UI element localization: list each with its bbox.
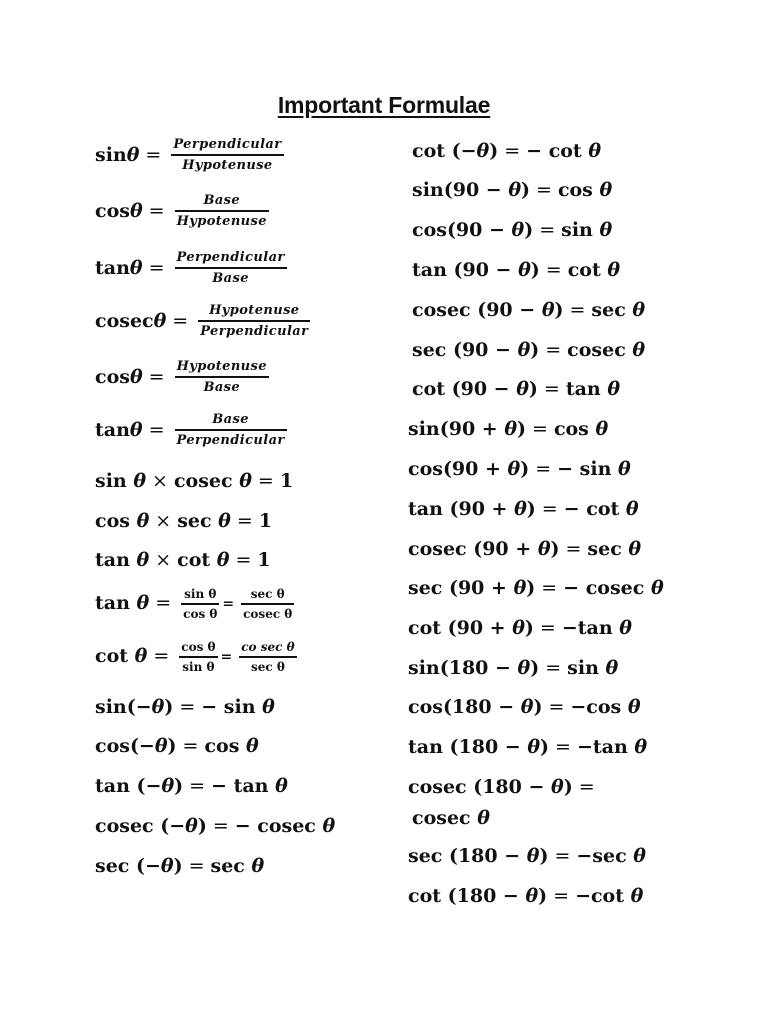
times-sign: × <box>152 470 168 492</box>
fraction <box>241 588 294 620</box>
function-name: cos <box>95 365 130 388</box>
fraction <box>198 304 310 338</box>
theta-symbol: θ <box>520 696 534 718</box>
formula-cosec-180-minus <box>408 778 601 797</box>
expression-left: cos(90 + <box>408 458 501 480</box>
theta-symbol: θ <box>537 538 551 560</box>
formula-tan-cot-product <box>95 551 271 570</box>
theta-symbol: θ <box>599 219 613 241</box>
expression-right: cosec <box>412 807 471 829</box>
paren-close: ) <box>173 855 183 877</box>
fraction <box>179 641 217 673</box>
theta-symbol: θ <box>607 378 621 400</box>
equals-sign: = <box>148 418 165 441</box>
theta-symbol: θ <box>508 179 522 201</box>
expression-right: cot <box>567 259 601 281</box>
equals-sign: = <box>578 776 595 798</box>
theta-symbol: θ <box>632 339 646 361</box>
formula-sec-90-minus <box>412 341 645 360</box>
equals-sign: = <box>148 256 165 279</box>
function-name: cot <box>95 645 129 668</box>
theta-symbol: θ <box>518 259 531 281</box>
expression-right: − cosec <box>563 577 645 599</box>
theta-symbol: θ <box>627 696 641 718</box>
equals-sign: = <box>565 538 582 560</box>
formula-cos-90-plus <box>408 460 631 479</box>
theta-symbol: θ <box>634 736 648 758</box>
equals-sign: = <box>257 470 274 492</box>
theta-symbol: θ <box>526 845 540 867</box>
formula-cosec-negative <box>95 817 335 836</box>
equals-sign: = <box>569 299 586 321</box>
theta-symbol: θ <box>541 299 555 321</box>
theta-symbol: θ <box>154 735 168 757</box>
equals-sign: = <box>155 592 172 615</box>
function-name: sin <box>95 143 127 166</box>
equals-sign: = <box>188 855 205 877</box>
theta-symbol: θ <box>607 259 621 281</box>
formula-tan-negative <box>95 777 288 796</box>
paren-close: ) <box>197 815 207 837</box>
formula-sin-180-minus <box>408 659 618 678</box>
function-name: sec <box>177 510 212 532</box>
fraction <box>171 138 283 172</box>
formula-tan-definition <box>95 251 287 285</box>
theta-symbol: θ <box>239 470 252 492</box>
numerator: Base <box>203 193 241 208</box>
page-title: Important Formulae <box>277 92 491 118</box>
paren-close: ) <box>554 299 564 321</box>
theta-symbol: θ <box>632 299 646 321</box>
equals-sign: = <box>179 696 196 718</box>
theta-symbol: θ <box>512 617 525 639</box>
equals-sign: = <box>543 378 560 400</box>
theta-symbol: θ <box>246 735 259 757</box>
numerator: Perpendicular <box>176 250 285 265</box>
function-name: cosec <box>95 309 154 332</box>
theta-symbol: θ <box>136 510 150 532</box>
function-name: cot <box>177 549 211 571</box>
expression-left: tan (90 + <box>408 498 508 520</box>
formula-cos-sec-product <box>95 512 272 531</box>
paren-close: ) <box>526 577 536 599</box>
theta-symbol: θ <box>129 418 143 441</box>
formula-cos-definition <box>95 194 269 228</box>
numerator: sec θ <box>250 587 285 601</box>
expression-right: −tan <box>576 736 628 758</box>
expression-right: tan <box>565 378 601 400</box>
formula-sec-definition <box>95 360 269 394</box>
paren-close: ) <box>521 179 531 201</box>
equals-sign: = <box>554 845 571 867</box>
expression-right: cos <box>553 418 589 440</box>
denominator: sec θ <box>250 659 285 674</box>
equals-sign: = <box>153 645 170 668</box>
equals-sign: = <box>236 510 253 532</box>
denominator: cosec θ <box>243 606 293 621</box>
theta-symbol: θ <box>619 617 632 639</box>
denominator: Hypotenuse <box>176 214 267 229</box>
expression-right: sin <box>567 657 599 679</box>
numerator: Hypotenuse <box>176 359 267 374</box>
fraction <box>175 194 269 228</box>
expression-right: sec <box>591 299 626 321</box>
denominator: sin θ <box>182 659 215 674</box>
expression-left: sec (180 − <box>408 845 521 867</box>
paren-close: ) <box>174 775 184 797</box>
theta-symbol: θ <box>129 365 143 388</box>
expression-left: cosec (90 + <box>408 538 532 560</box>
theta-symbol: θ <box>216 549 230 571</box>
theta-symbol: θ <box>151 696 165 718</box>
theta-symbol: θ <box>599 179 613 201</box>
expression-right: − sin <box>201 696 256 718</box>
function-name: tan <box>95 256 130 279</box>
paren-close: ) <box>530 259 540 281</box>
expression-left: cot (− <box>412 140 477 162</box>
theta-symbol: θ <box>525 885 539 907</box>
equals-sign: = <box>539 617 556 639</box>
result-value: 1 <box>257 549 271 571</box>
formula-cosec-180-minus-continued <box>412 809 490 828</box>
equals-sign: = <box>555 736 571 758</box>
theta-symbol: θ <box>129 256 143 279</box>
expression-right: sec <box>587 538 622 560</box>
denominator: cos θ <box>183 606 218 621</box>
theta-symbol: θ <box>322 815 336 837</box>
theta-symbol: θ <box>126 143 140 166</box>
theta-symbol: θ <box>476 140 490 162</box>
expression-left: cot (90 + <box>408 617 506 639</box>
expression-right: − tan <box>211 775 269 797</box>
times-sign: × <box>155 510 172 532</box>
fraction <box>181 588 219 620</box>
theta-symbol: θ <box>251 855 265 877</box>
equals-sign: = <box>189 775 206 797</box>
formula-sec-180-minus <box>408 847 646 866</box>
expression-right: −cot <box>575 885 625 907</box>
paren-close: ) <box>550 538 560 560</box>
theta-symbol: θ <box>133 470 147 492</box>
formula-cos-90-minus <box>412 221 612 240</box>
expression-left: cos(180 − <box>408 696 515 718</box>
formula-cot-negative <box>412 142 601 161</box>
numerator: co sec θ <box>241 640 295 654</box>
paren-close: ) <box>530 657 540 679</box>
paren-close: ) <box>528 378 538 400</box>
expression-right: sec <box>210 855 245 877</box>
expression-right: − sin <box>557 458 612 480</box>
expression-left: sin(− <box>95 696 152 718</box>
expression-left: cosec (180 − <box>408 776 545 798</box>
equals-sign: = <box>541 498 558 520</box>
function-name: tan <box>95 549 130 571</box>
theta-symbol: θ <box>628 538 642 560</box>
equals-sign: = <box>535 458 552 480</box>
expression-right: sin <box>561 219 593 241</box>
fraction <box>175 360 269 394</box>
theta-symbol: θ <box>517 339 531 361</box>
theta-symbol: θ <box>161 775 175 797</box>
expression-right: −cos <box>570 696 622 718</box>
paren-close: ) <box>167 735 177 757</box>
function-name: cosec <box>173 470 233 492</box>
equals-sign: = <box>539 219 556 241</box>
theta-symbol: θ <box>275 775 288 797</box>
function-name: tan <box>95 418 130 441</box>
expression-right: −tan <box>561 617 613 639</box>
theta-symbol: θ <box>218 510 231 532</box>
result-value: 1 <box>279 470 294 492</box>
equals-sign: = <box>536 179 552 201</box>
equals-sign: = <box>548 696 565 718</box>
theta-symbol: θ <box>605 657 619 679</box>
numerator: cos θ <box>181 640 216 654</box>
theta-symbol: θ <box>136 592 150 615</box>
theta-symbol: θ <box>633 845 646 867</box>
formula-cot-quotient <box>95 641 297 673</box>
denominator: Hypotenuse <box>182 158 273 173</box>
theta-symbol: θ <box>517 657 531 679</box>
expression-left: cos(90 − <box>412 219 505 241</box>
theta-symbol: θ <box>513 577 527 599</box>
equals-sign: = <box>553 885 570 907</box>
theta-symbol: θ <box>511 219 525 241</box>
equals-sign: = <box>148 365 165 388</box>
expression-left: tan (90 − <box>412 259 512 281</box>
expression-left: cos(− <box>95 735 155 757</box>
equals-sign: = <box>532 418 548 440</box>
formula-cot-90-plus <box>408 619 632 638</box>
formula-cosec-definition <box>95 304 310 338</box>
equals-sign: = <box>541 577 558 599</box>
equals-sign: = <box>504 140 521 162</box>
numerator: Base <box>212 412 249 427</box>
expression-right: cosec <box>567 339 626 361</box>
expression-left: cot (90 − <box>412 378 510 400</box>
formula-cosec-90-plus <box>408 540 641 559</box>
theta-symbol: θ <box>134 645 148 668</box>
equals-sign: = <box>148 199 165 222</box>
denominator: Perpendicular <box>176 433 285 448</box>
formula-tan-180-minus <box>408 738 647 757</box>
numerator: Hypotenuse <box>209 303 300 318</box>
formula-sin-90-minus <box>412 181 612 200</box>
expression-left: sec (90 + <box>408 577 507 599</box>
paren-close: ) <box>520 458 530 480</box>
function-name: sin <box>95 470 127 492</box>
result-value: 1 <box>258 510 273 532</box>
expression-right: − cot <box>563 498 620 520</box>
theta-symbol: θ <box>527 736 541 758</box>
expression-left: sin(90 − <box>412 179 502 201</box>
equals-sign: = <box>182 735 199 757</box>
function-name: cos <box>95 199 130 222</box>
theta-symbol: θ <box>595 418 609 440</box>
expression-left: sin(90 + <box>408 418 498 440</box>
formula-sin-90-plus <box>408 420 608 439</box>
expression-left: tan (180 − <box>408 736 521 758</box>
expression-left: sec (− <box>95 855 161 877</box>
expression-right: cos <box>557 179 593 201</box>
theta-symbol: θ <box>160 855 174 877</box>
fraction <box>175 413 287 447</box>
expression-left: cosec (− <box>95 815 186 837</box>
function-name: cos <box>95 510 130 532</box>
equals-sign: = <box>235 549 252 571</box>
numerator: Perpendicular <box>173 137 282 152</box>
formula-tan-90-plus <box>408 500 639 519</box>
paren-close: ) <box>524 617 534 639</box>
paren-close: ) <box>533 696 543 718</box>
paren-close: ) <box>540 736 550 758</box>
expression-left: sin(180 − <box>408 657 511 679</box>
paren-close: ) <box>524 219 534 241</box>
expression-left: tan (− <box>95 775 162 797</box>
theta-symbol: θ <box>153 309 167 332</box>
fraction <box>175 251 287 285</box>
theta-symbol: θ <box>477 807 490 829</box>
fraction <box>239 641 296 673</box>
equals-sign: = <box>212 815 229 837</box>
paren-close: ) <box>526 498 536 520</box>
theta-symbol: θ <box>618 458 631 480</box>
paren-close: ) <box>517 418 527 440</box>
times-sign: × <box>155 549 172 571</box>
expression-right: cos <box>204 735 240 757</box>
theta-symbol: θ <box>625 498 639 520</box>
equals-sign: = <box>172 309 189 332</box>
formula-cosec-90-minus <box>412 301 645 320</box>
paren-close: ) <box>563 776 573 798</box>
theta-symbol: θ <box>650 577 664 599</box>
theta-symbol: θ <box>551 776 564 798</box>
theta-symbol: θ <box>262 696 275 718</box>
equals-sign: = <box>545 339 562 361</box>
theta-symbol: θ <box>129 199 143 222</box>
formula-cos-180-minus <box>408 698 641 717</box>
paren-close: ) <box>539 845 549 867</box>
formula-sec-negative <box>95 857 264 876</box>
expression-left: cosec (90 − <box>412 299 536 321</box>
expression-left: sec (90 − <box>412 339 511 361</box>
paren-close: ) <box>530 339 540 361</box>
equals-sign: = <box>145 143 162 166</box>
formula-tan-quotient <box>95 588 294 620</box>
theta-symbol: θ <box>507 458 521 480</box>
formula-sec-90-plus <box>408 579 664 598</box>
theta-symbol: θ <box>588 140 602 162</box>
function-name: tan <box>95 592 130 615</box>
formula-cot-180-minus <box>408 887 643 906</box>
expression-left: cot (180 − <box>408 885 519 907</box>
numerator: sin θ <box>184 587 217 601</box>
formula-sin-negative <box>95 698 275 717</box>
theta-symbol: θ <box>136 549 150 571</box>
equals-sign: = <box>545 259 562 281</box>
theta-symbol: θ <box>504 418 518 440</box>
equals-sign: = <box>222 595 235 612</box>
formula-sin-cosec-product <box>95 472 293 491</box>
theta-symbol: θ <box>516 378 529 400</box>
denominator: Base <box>203 380 241 395</box>
paren-close: ) <box>538 885 548 907</box>
paren-close: ) <box>164 696 174 718</box>
expression-right: −sec <box>576 845 627 867</box>
formula-cos-negative <box>95 737 259 756</box>
expression-right: − cosec <box>234 815 316 837</box>
formula-cot-definition <box>95 413 287 447</box>
equals-sign: = <box>545 657 562 679</box>
denominator: Base <box>212 271 249 286</box>
paren-close: ) <box>489 140 499 162</box>
theta-symbol: θ <box>185 815 198 837</box>
formula-tan-90-minus <box>412 261 620 280</box>
denominator: Perpendicular <box>200 324 309 339</box>
theta-symbol: θ <box>514 498 527 520</box>
expression-right: − cot <box>526 140 582 162</box>
formula-sin-definition <box>95 138 284 172</box>
theta-symbol: θ <box>630 885 644 907</box>
formula-cot-90-minus <box>412 380 620 399</box>
equals-sign: = <box>220 648 233 665</box>
